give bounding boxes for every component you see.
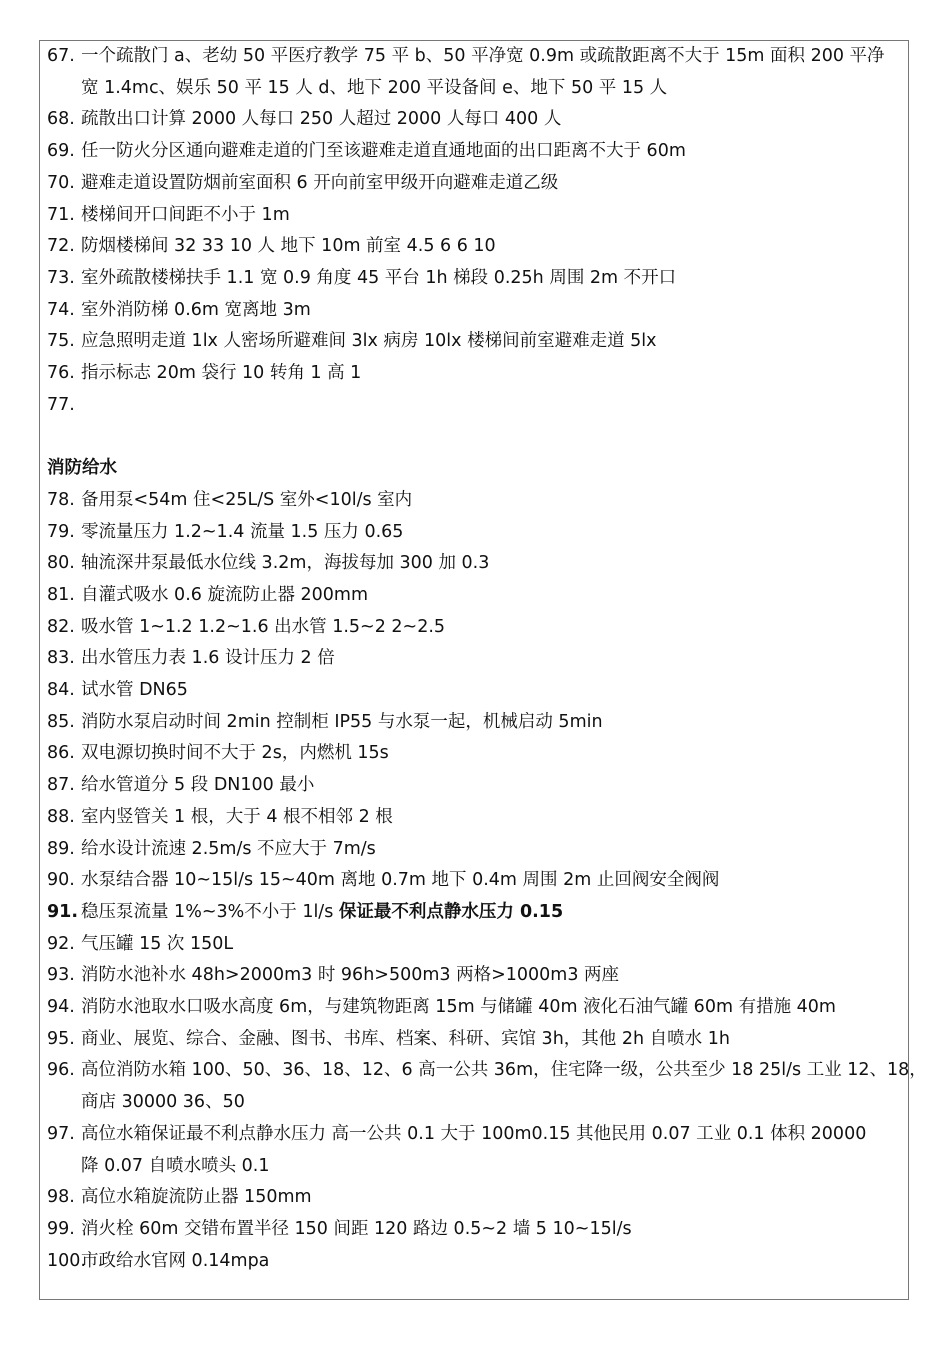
item-text-line: 气压罐 15 次 150L [81, 933, 234, 954]
list-item [47, 548, 903, 580]
item-number: 78. [47, 489, 75, 510]
item-text-line: 避难走道设置防烟前室面积 6 开向前室甲级开向避难走道乙级 [81, 172, 559, 193]
list-item [47, 390, 903, 422]
item-text-line: 消防水池取水口吸水高度 6m，与建筑物距离 15m 与储罐 40m 液化石油气罐 60m 有措施 40m [81, 997, 836, 1018]
item-text-line: 高位消防水箱 100、50、36、18、12、6 高一公共 36m，住宅降一级，公共至少 18 25l/s 工业 12、18， [81, 1060, 927, 1081]
item-text-line: 高位水箱保证最不利点静水压力 高一公共 0.1 大于 100m0.15 其他民用 0.07 工业 0.1 体积 20000 [81, 1123, 867, 1144]
list-item [47, 1119, 903, 1182]
item-number: 70. [47, 172, 75, 193]
list-item [47, 580, 903, 612]
item-number: 67. [47, 46, 75, 66]
list-item [47, 200, 903, 232]
item-number: 86. [47, 743, 75, 764]
item-text-line: 室外疏散楼梯扶手 1.1 宽 0.9 角度 45 平台 1h 梯段 0.25h 周围 2m 不开口 [81, 267, 677, 288]
list-item [47, 770, 903, 802]
item-text-line: 任一防火分区通向避难走道的门至该避难走道直通地面的出口距离不大于 60m [81, 141, 686, 162]
list-item [47, 263, 903, 295]
item-number: 76. [47, 363, 75, 384]
item-number: 90. [47, 870, 75, 891]
item-text-line: 零流量压力 1.2~1.4 流量 1.5 压力 0.65 [81, 521, 404, 542]
item-number: 93. [47, 965, 75, 986]
item-text-line: 双电源切换时间不大于 2s，内燃机 15s [81, 743, 389, 764]
item-text-line: 吸水管 1~1.2 1.2~1.6 出水管 1.5~2 2~2.5 [81, 616, 446, 637]
list-item [47, 675, 903, 707]
item-text-regular: 稳压泵流量 1%~3%不小于 1l/s [81, 901, 339, 922]
item-number: 83. [47, 648, 75, 669]
item-text-line: 一个疏散门 a、老幼 50 平医疗教学 75 平 b、50 平净宽 0.9m 或疏散距离不大于 15m 面积 200 平净 [81, 46, 885, 66]
item-number: 81. [47, 584, 75, 605]
item-text-line: 消火栓 60m 交错布置半径 150 间距 120 路边 0.5~2 墙 5 10~15l/s [81, 1219, 632, 1239]
item-text-line: 疏散出口计算 2000 人每口 250 人超过 2000 人每口 400 人 [81, 109, 562, 130]
item-number: 75. [47, 331, 75, 352]
item-number: 73. [47, 267, 75, 288]
list-item [47, 1214, 903, 1246]
list-item [47, 643, 903, 675]
list-item [47, 929, 903, 961]
item-number: 77. [47, 394, 75, 415]
section-heading: 消防给水 [47, 458, 117, 479]
item-group-water-supply-a [47, 485, 903, 897]
item-number: 91. [47, 901, 79, 922]
item-text-line: 应急照明走道 1lx 人密场所避难间 3lx 病房 10lx 楼梯间前室避难走道 5lx [81, 331, 657, 352]
item-number: 85. [47, 711, 75, 732]
list-item [47, 1246, 903, 1278]
item-number: 95. [47, 1028, 75, 1049]
item-number: 79. [47, 521, 75, 542]
item-text-line: 市政给水官网 0.14mpa [81, 1250, 270, 1271]
page-frame [39, 40, 927, 1300]
list-item [47, 738, 903, 770]
item-number: 87. [47, 775, 75, 796]
item-text-line: 自灌式吸水 0.6 旋流防止器 200mm [81, 584, 369, 605]
item-number: 80. [47, 553, 75, 574]
item-text-bold: 保证最不利点静水压力 0.15 [338, 901, 564, 922]
item-text-line [81, 390, 903, 422]
list-item [47, 358, 903, 390]
item-text-line: 商业、展览、综合、金融、图书、书库、档案、科研、宾馆 3h，其他 2h 自喷水 1h [81, 1028, 730, 1049]
item-number: 82. [47, 616, 75, 637]
item-number: 94. [47, 997, 75, 1018]
item-text-line: 水泵结合器 10~15l/s 15~40m 离地 0.7m 地下 0.4m 周围 2m 止回阀安全阀阀 [81, 870, 720, 891]
list-item [47, 992, 903, 1024]
list-item [47, 41, 903, 104]
document-content [47, 41, 927, 1277]
item-number: 97. [47, 1123, 75, 1144]
item-text-line: 消防水池补水 48h>2000m3 时 96h>500m3 两格>1000m3 两座 [81, 965, 620, 986]
list-item [47, 1182, 903, 1214]
item-number: 71. [47, 204, 75, 225]
list-item [47, 865, 903, 897]
item-number: 68. [47, 109, 75, 130]
item-text-line: 室内竖管关 1 根，大于 4 根不相邻 2 根 [81, 806, 393, 827]
item-text-line: 出水管压力表 1.6 设计压力 2 倍 [81, 648, 335, 669]
item-text-line: 试水管 DN65 [81, 680, 188, 701]
list-item [47, 612, 903, 644]
list-item [47, 834, 903, 866]
item-number: 96. [47, 1060, 75, 1081]
list-item [47, 326, 903, 358]
item-text [81, 897, 903, 929]
list-item [47, 517, 903, 549]
item-number: 72. [47, 236, 75, 257]
item-number: 98. [47, 1187, 75, 1208]
list-item [47, 802, 903, 834]
list-item [47, 104, 903, 136]
item-text-line: 室外消防梯 0.6m 宽离地 3m [81, 299, 311, 320]
list-item [47, 485, 903, 517]
item-text-line: 给水设计流速 2.5m/s 不应大于 7m/s [81, 838, 376, 859]
list-item [47, 295, 903, 327]
item-number: 89. [47, 838, 75, 859]
item-text-line: 降 0.07 自喷水喷头 0.1 [81, 1155, 270, 1176]
item-text-line: 备用泵<54m 住<25L/S 室外<10l/s 室内 [81, 489, 413, 510]
list-item [47, 231, 903, 263]
list-item [47, 1055, 927, 1118]
list-item [47, 1024, 903, 1056]
blank-line [47, 421, 903, 453]
item-text-line: 高位水箱旋流防止器 150mm [81, 1187, 312, 1208]
item-number: 74. [47, 299, 75, 320]
list-item [47, 136, 903, 168]
item-number: 100. [47, 1250, 86, 1271]
item-text-line: 消防水泵启动时间 2min 控制柜 IP55 与水泵一起，机械启动 5min [81, 711, 603, 732]
item-text-line: 宽 1.4mc、娱乐 50 平 15 人 d、地下 200 平设备间 e、地下 50 平 15 人 [81, 77, 668, 98]
item-number: 92. [47, 933, 75, 954]
item-text-line: 指示标志 20m 袋行 10 转角 1 高 1 [81, 363, 362, 384]
item-group-water-supply-b [47, 929, 927, 1278]
item-group-evacuation [47, 41, 903, 421]
list-item [47, 707, 903, 739]
list-item [47, 168, 903, 200]
list-item [47, 897, 903, 929]
item-number: 84. [47, 680, 75, 701]
item-number: 99. [47, 1219, 75, 1239]
item-number: 88. [47, 806, 75, 827]
list-item [47, 960, 903, 992]
item-text-line: 防烟楼梯间 32 33 10 人 地下 10m 前室 4.5 6 6 10 [81, 236, 496, 257]
item-text-line: 轴流深井泵最低水位线 3.2m，海拔每加 300 加 0.3 [81, 553, 490, 574]
item-number: 69. [47, 141, 75, 162]
item-text-line: 楼梯间开口间距不小于 1m [81, 204, 290, 225]
item-text-line: 商店 30000 36、50 [81, 1092, 245, 1113]
item-text-line: 给水管道分 5 段 DN100 最小 [81, 775, 315, 796]
